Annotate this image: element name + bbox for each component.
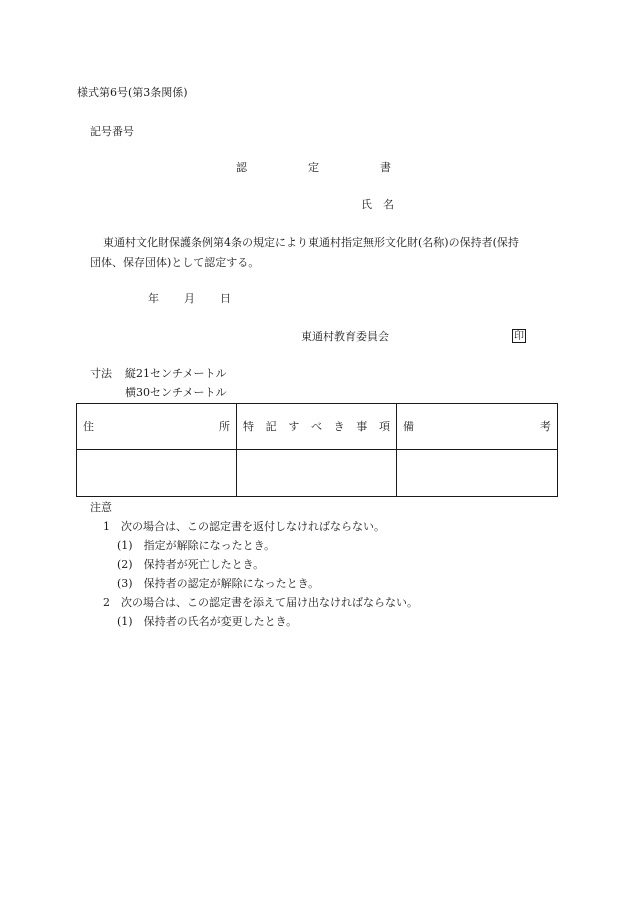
note-item: (3) 保持者の認定が解除になったとき。	[117, 577, 320, 590]
special-notes-cell	[237, 450, 397, 497]
header-char: す	[288, 420, 300, 433]
record-number-label: 記号番号	[90, 125, 134, 138]
name-label-char: 名	[383, 198, 394, 211]
header-char: 所	[219, 420, 230, 433]
note-item: 1 次の場合は、この認定書を返付しなければならない。	[103, 520, 385, 533]
seal-mark: 印	[514, 331, 524, 342]
header-char: べ	[310, 420, 322, 433]
header-remarks	[397, 404, 558, 450]
table-header-row	[77, 404, 558, 450]
note-item: (2) 保持者が死亡したとき。	[117, 558, 265, 571]
size-horizontal: 横30センチメートル	[125, 386, 227, 399]
remarks-cell	[397, 450, 558, 497]
note-item: (1) 保持者の氏名が変更したとき。	[117, 615, 298, 628]
header-char: 事	[356, 420, 368, 433]
date-month-label: 月	[184, 292, 195, 305]
document-title	[236, 162, 391, 173]
date-day-label: 日	[220, 292, 231, 305]
header-char: 記	[265, 420, 277, 433]
size-vertical: 縦21センチメートル	[125, 367, 227, 380]
issuer: 東通村教育委員会	[301, 330, 389, 343]
name-label-char: 氏	[361, 198, 372, 211]
size-label: 寸法	[90, 367, 112, 380]
header-address	[77, 404, 237, 450]
title-char: 書	[380, 161, 391, 174]
title-char: 認	[236, 161, 247, 174]
body-text-line-2: 団体、保存団体)として認定する。	[90, 256, 260, 269]
address-cell	[77, 450, 237, 497]
title-char: 定	[308, 161, 319, 174]
record-table	[76, 403, 558, 497]
notes-heading: 注意	[90, 501, 112, 514]
header-char: 備	[403, 420, 414, 433]
note-item: 2 次の場合は、この認定書を添えて届け出なければならない。	[103, 596, 418, 609]
name-label	[361, 199, 394, 210]
header-char: 特	[243, 420, 254, 433]
header-char: 考	[540, 420, 551, 433]
header-special-notes	[237, 404, 397, 450]
header-char: 住	[83, 420, 94, 433]
table-row	[77, 450, 558, 497]
header-char: き	[333, 420, 345, 433]
form-number: 様式第6号(第3条関係)	[77, 86, 188, 99]
body-text-line-1: 東通村文化財保護条例第4条の規定により東通村指定無形文化財(名称)の保持者(保持	[103, 236, 519, 249]
header-char: 項	[378, 420, 390, 433]
note-item: (1) 指定が解除になったとき。	[117, 539, 276, 552]
date-year-label: 年	[148, 292, 159, 305]
